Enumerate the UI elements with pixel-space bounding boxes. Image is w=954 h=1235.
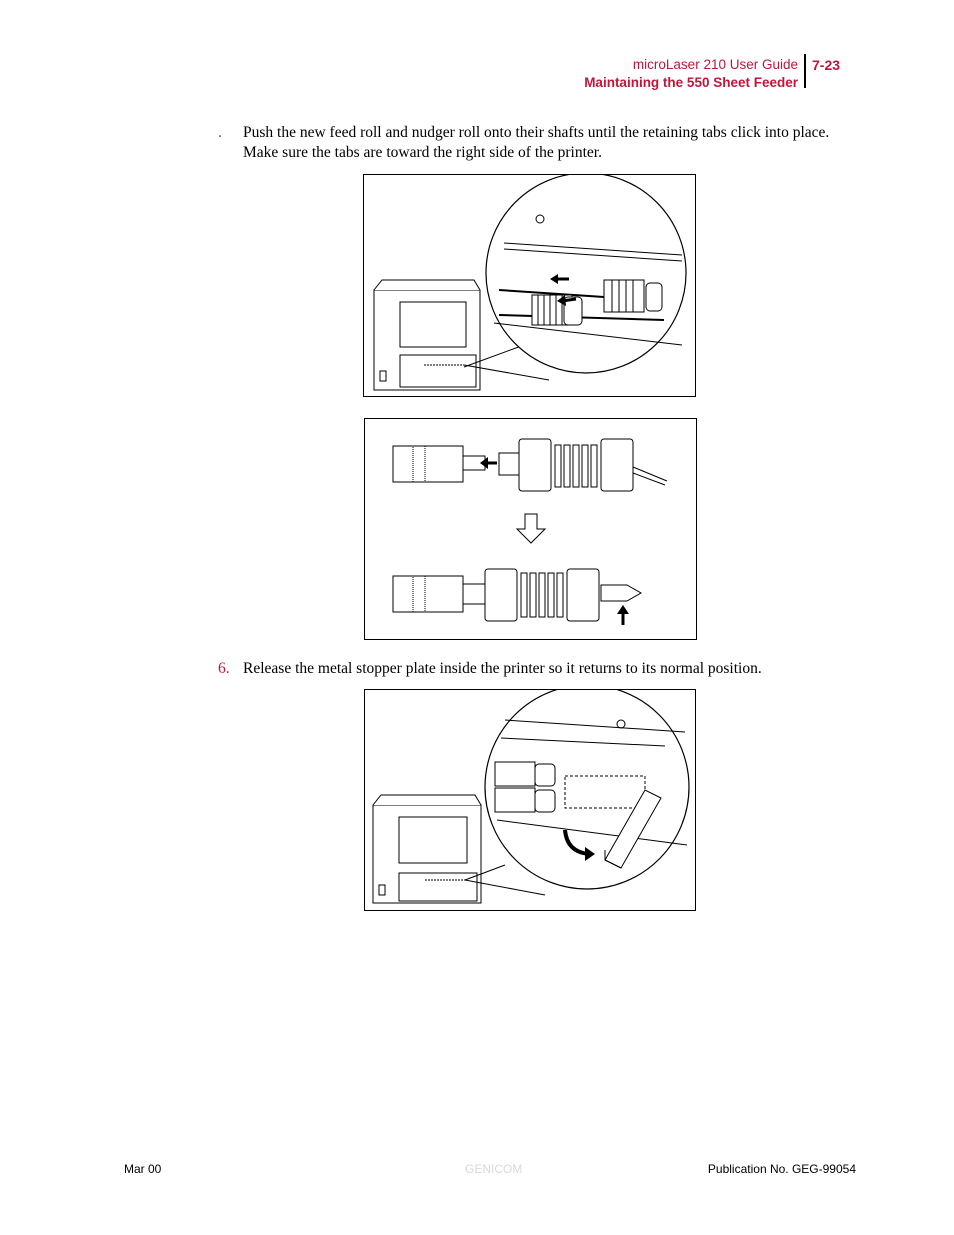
page-number: 7-23: [812, 57, 841, 73]
footer-brand: GENICOM: [465, 1162, 523, 1176]
section-title: Maintaining the 550 Sheet Feeder: [584, 75, 798, 90]
step-text: Release the metal stopper plate inside the printer so it returns to its normal position.: [243, 660, 762, 677]
footer-publication: Publication No. GEG-99054: [707, 1162, 856, 1176]
running-header: [584, 56, 798, 92]
figure-printer-rollers: [363, 174, 696, 397]
figure-roller-assembly: [364, 418, 697, 640]
figure-stopper-plate: [364, 689, 696, 911]
step-number: .: [218, 124, 222, 141]
arrow-down-icon: [517, 514, 545, 543]
arrow-up-icon: [617, 605, 629, 625]
step-text: Push the new feed roll and nudger roll onto their shafts until the retaining tabs click into place. Make sure the tabs are toward the right side of the printer.: [243, 124, 830, 161]
guide-title: microLaser 210 User Guide: [632, 57, 798, 72]
footer-date: Mar 00: [124, 1162, 162, 1176]
step-number: 6.: [218, 660, 230, 677]
header-divider: [804, 54, 806, 88]
